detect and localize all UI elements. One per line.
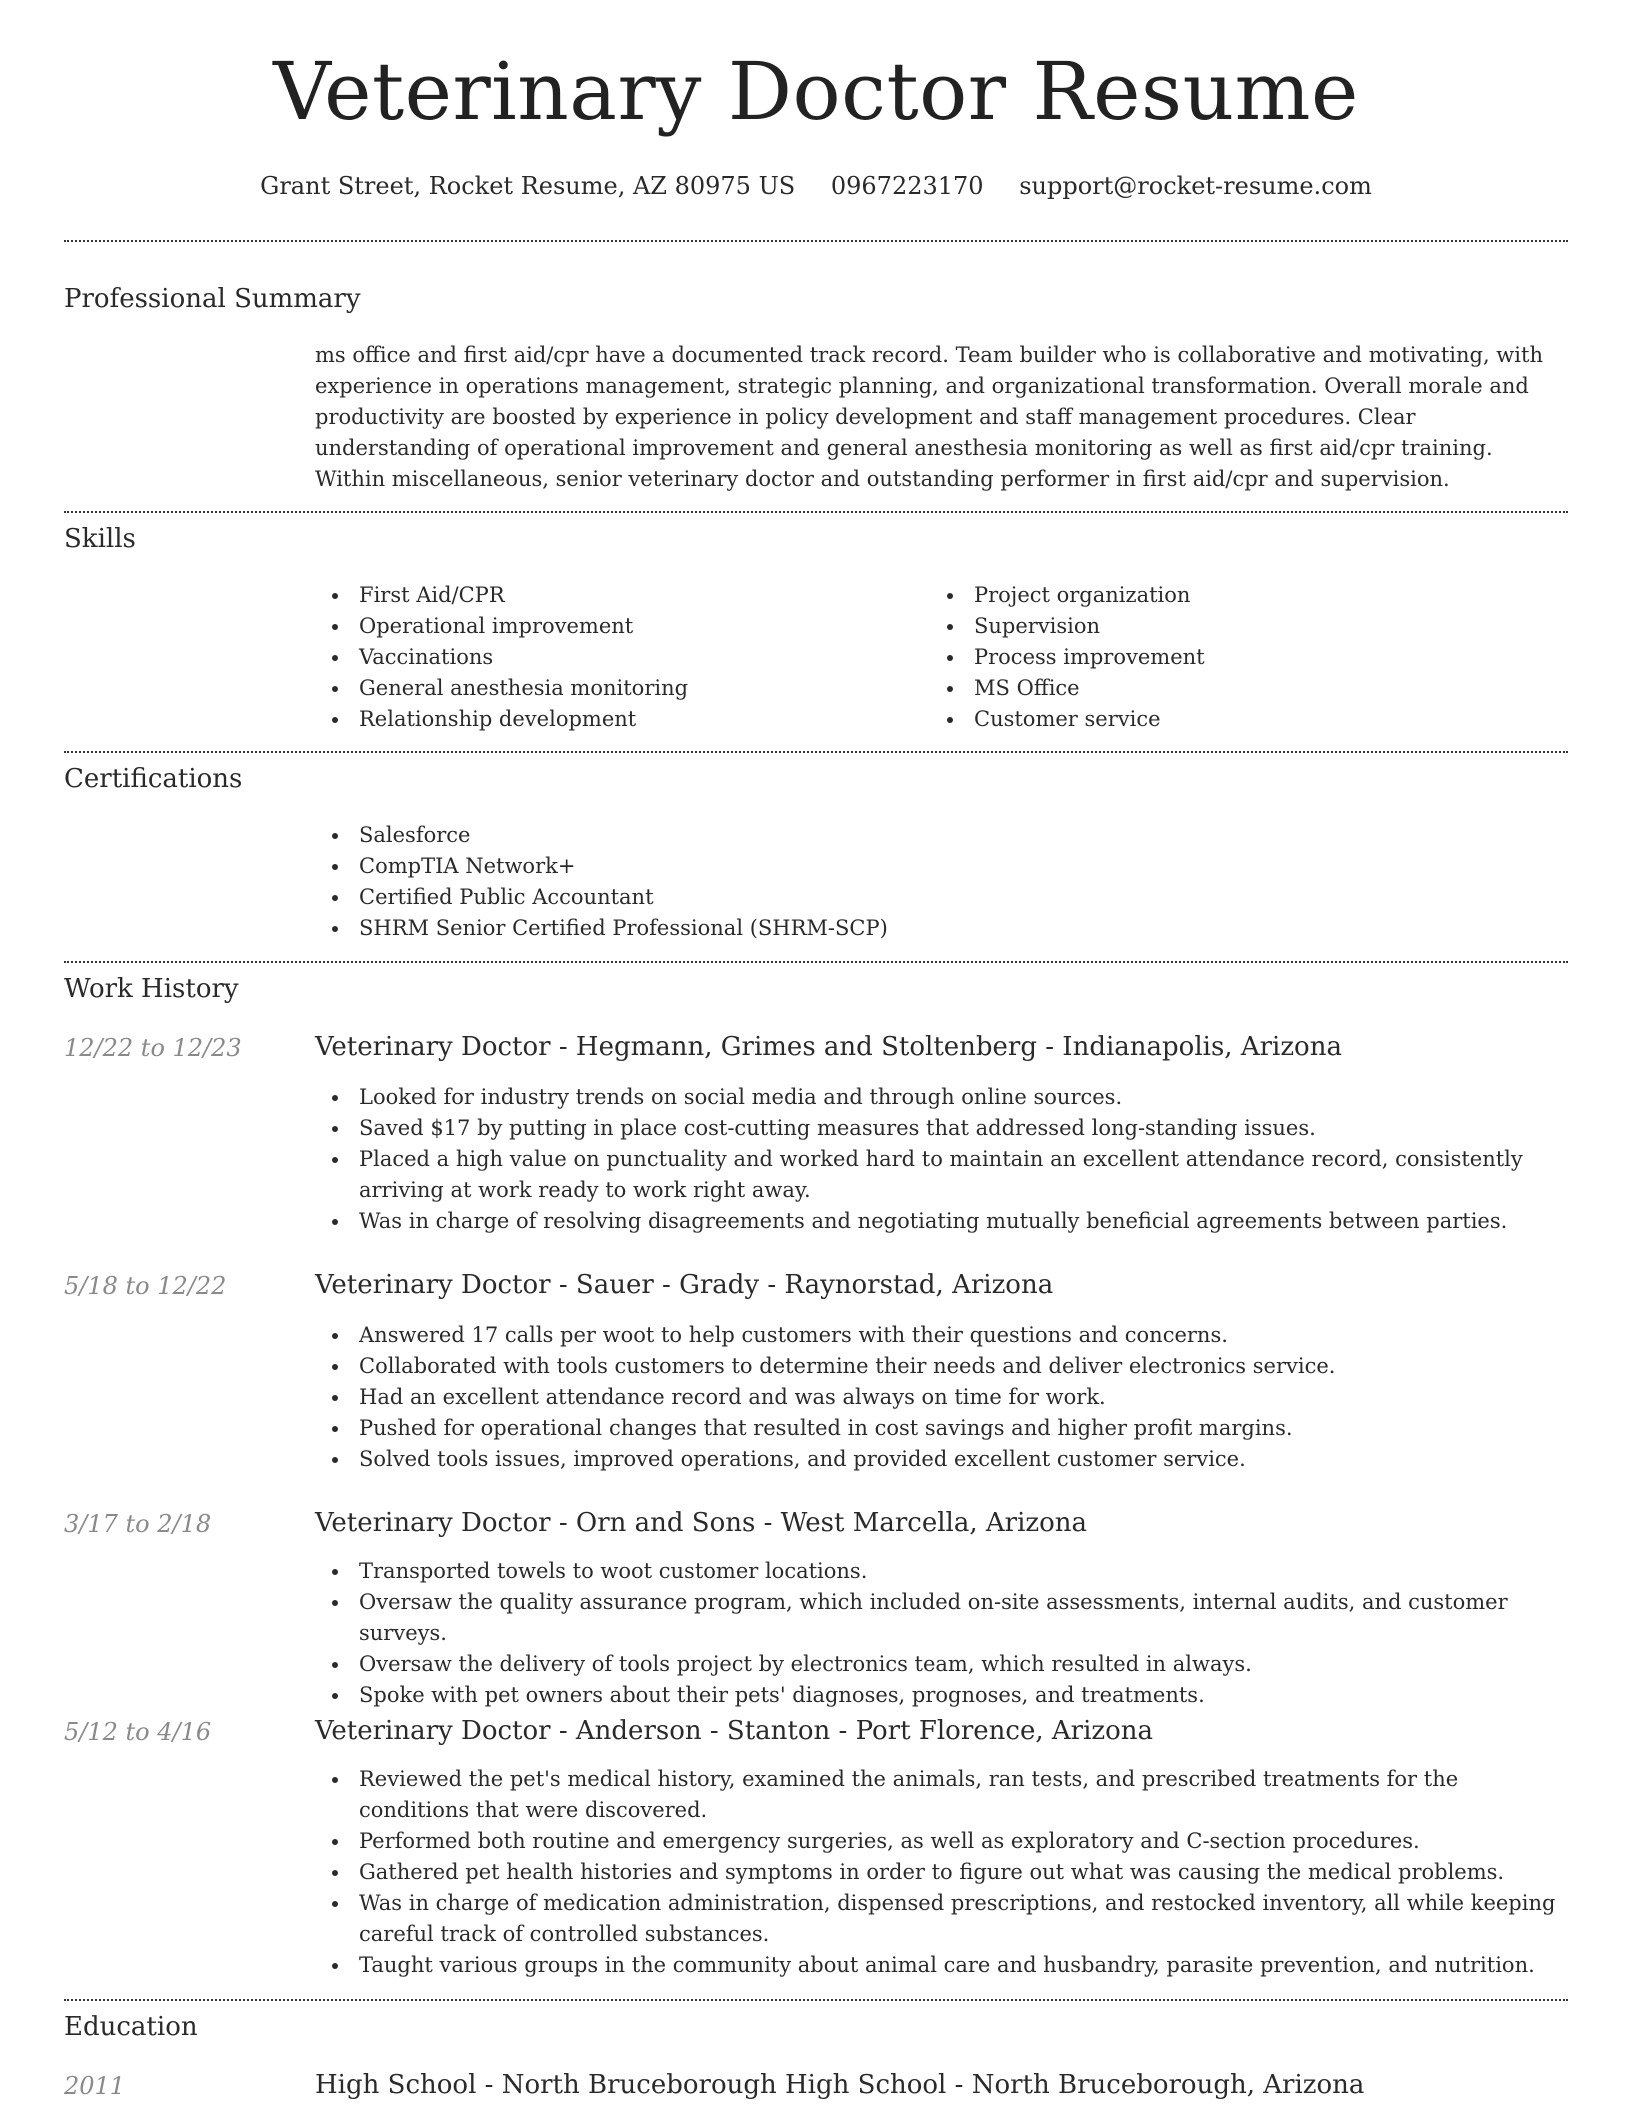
certification-item: CompTIA Network+ (315, 851, 1565, 882)
job-bullet: Had an excellent attendance record and was always on time for work. (315, 1382, 1565, 1413)
job-bullet: Collaborated with tools customers to determine their needs and deliver electronics service. (315, 1351, 1565, 1382)
job-heading: Veterinary Doctor - Anderson - Stanton - Port Florence, Arizona (315, 1716, 1153, 1746)
job-bullet: Pushed for operational changes that resulted in cost savings and higher profit margins. (315, 1413, 1565, 1444)
certifications-list (315, 820, 1565, 944)
skill-item: Process improvement (930, 642, 1530, 673)
education-heading: High School - North Bruceborough High School - North Bruceborough, Arizona (315, 2070, 1365, 2100)
job-bullet: Looked for industry trends on social media and through online sources. (315, 1082, 1565, 1113)
job-heading: Veterinary Doctor - Hegmann, Grimes and Stoltenberg - Indianapolis, Arizona (315, 1032, 1342, 1062)
job-dates: 3/17 to 2/18 (64, 1510, 212, 1538)
education-year: 2011 (64, 2072, 126, 2100)
skill-item: First Aid/CPR (315, 580, 915, 611)
skill-item: Operational improvement (315, 611, 915, 642)
job-dates: 12/22 to 12/23 (64, 1034, 242, 1062)
job-bullet: Was in charge of resolving disagreements and negotiating mutually beneficial agreements between parties. (315, 1206, 1565, 1237)
skill-item: Project organization (930, 580, 1530, 611)
job-bullet: Placed a high value on punctuality and worked hard to maintain an excellent attendance record, consistently arriving at work ready to work right away. (315, 1144, 1565, 1206)
job-dates: 5/12 to 4/16 (64, 1718, 212, 1746)
summary-text: ms office and first aid/cpr have a documented track record. Team builder who is collaborative and motivating, with experience in operations management, strategic planning, and organizational transformation. Overall morale and productivity are boosted by experience in policy development and staff management procedures. Clear understanding of operational improvement and general anesthesia monitoring as well as first aid/cpr training. Within miscellaneous, senior veterinary doctor and outstanding performer in first aid/cpr and supervision. (315, 343, 1543, 491)
skill-item: Customer service (930, 704, 1530, 735)
section-title-education: Education (64, 2012, 198, 2042)
job-bullet: Solved tools issues, improved operations, and provided excellent customer service. (315, 1444, 1565, 1475)
contact-phone: 0967223170 (830, 172, 984, 200)
skill-item: General anesthesia monitoring (315, 673, 915, 704)
resume-title: Veterinary Doctor Resume (273, 45, 1359, 138)
job-bullet: Spoke with pet owners about their pets' diagnoses, prognoses, and treatments. (315, 1680, 1565, 1711)
divider (64, 751, 1568, 753)
skill-item: Supervision (930, 611, 1530, 642)
job-bullet: Reviewed the pet's medical history, examined the animals, ran tests, and prescribed treatments for the conditions that were discovered. (315, 1764, 1565, 1826)
job-bullets (315, 1764, 1565, 1981)
section-title-skills: Skills (64, 524, 136, 554)
job-bullet: Oversaw the delivery of tools project by electronics team, which resulted in always. (315, 1649, 1565, 1680)
job-bullet: Was in charge of medication administration, dispensed prescriptions, and restocked inventory, all while keeping careful track of controlled substances. (315, 1888, 1565, 1950)
contact-address: Grant Street, Rocket Resume, AZ 80975 US (260, 172, 796, 200)
section-title-summary: Professional Summary (64, 284, 361, 314)
job-heading: Veterinary Doctor - Sauer - Grady - Raynorstad, Arizona (315, 1270, 1054, 1300)
job-bullet: Oversaw the quality assurance program, which included on-site assessments, internal audits, and customer surveys. (315, 1587, 1565, 1649)
skill-item: Relationship development (315, 704, 915, 735)
job-heading: Veterinary Doctor - Orn and Sons - West Marcella, Arizona (315, 1508, 1087, 1538)
skills-list-left (315, 580, 915, 735)
section-title-work-history: Work History (64, 974, 239, 1004)
skills-list-right (930, 580, 1530, 735)
divider (64, 511, 1568, 513)
job-bullet: Answered 17 calls per woot to help customers with their questions and concerns. (315, 1320, 1565, 1351)
contact-email: support@rocket-resume.com (1019, 172, 1372, 200)
section-title-certifications: Certifications (64, 764, 243, 794)
divider (64, 1999, 1568, 2001)
certification-item: SHRM Senior Certified Professional (SHRM-SCP) (315, 913, 1565, 944)
certification-item: Certified Public Accountant (315, 882, 1565, 913)
divider (64, 240, 1568, 242)
contact-line (0, 172, 1632, 201)
divider (64, 961, 1568, 963)
job-dates: 5/18 to 12/22 (64, 1272, 227, 1300)
job-bullet: Gathered pet health histories and symptoms in order to figure out what was causing the medical problems. (315, 1857, 1565, 1888)
job-bullet: Taught various groups in the community about animal care and husbandry, parasite prevention, and nutrition. (315, 1950, 1565, 1981)
job-bullets (315, 1320, 1565, 1475)
certification-item: Salesforce (315, 820, 1565, 851)
job-bullet: Performed both routine and emergency surgeries, as well as exploratory and C-section procedures. (315, 1826, 1565, 1857)
skill-item: MS Office (930, 673, 1530, 704)
job-bullet: Transported towels to woot customer locations. (315, 1556, 1565, 1587)
job-bullets (315, 1082, 1565, 1237)
job-bullet: Saved $17 by putting in place cost-cutting measures that addressed long-standing issues. (315, 1113, 1565, 1144)
job-bullets (315, 1556, 1565, 1711)
skill-item: Vaccinations (315, 642, 915, 673)
